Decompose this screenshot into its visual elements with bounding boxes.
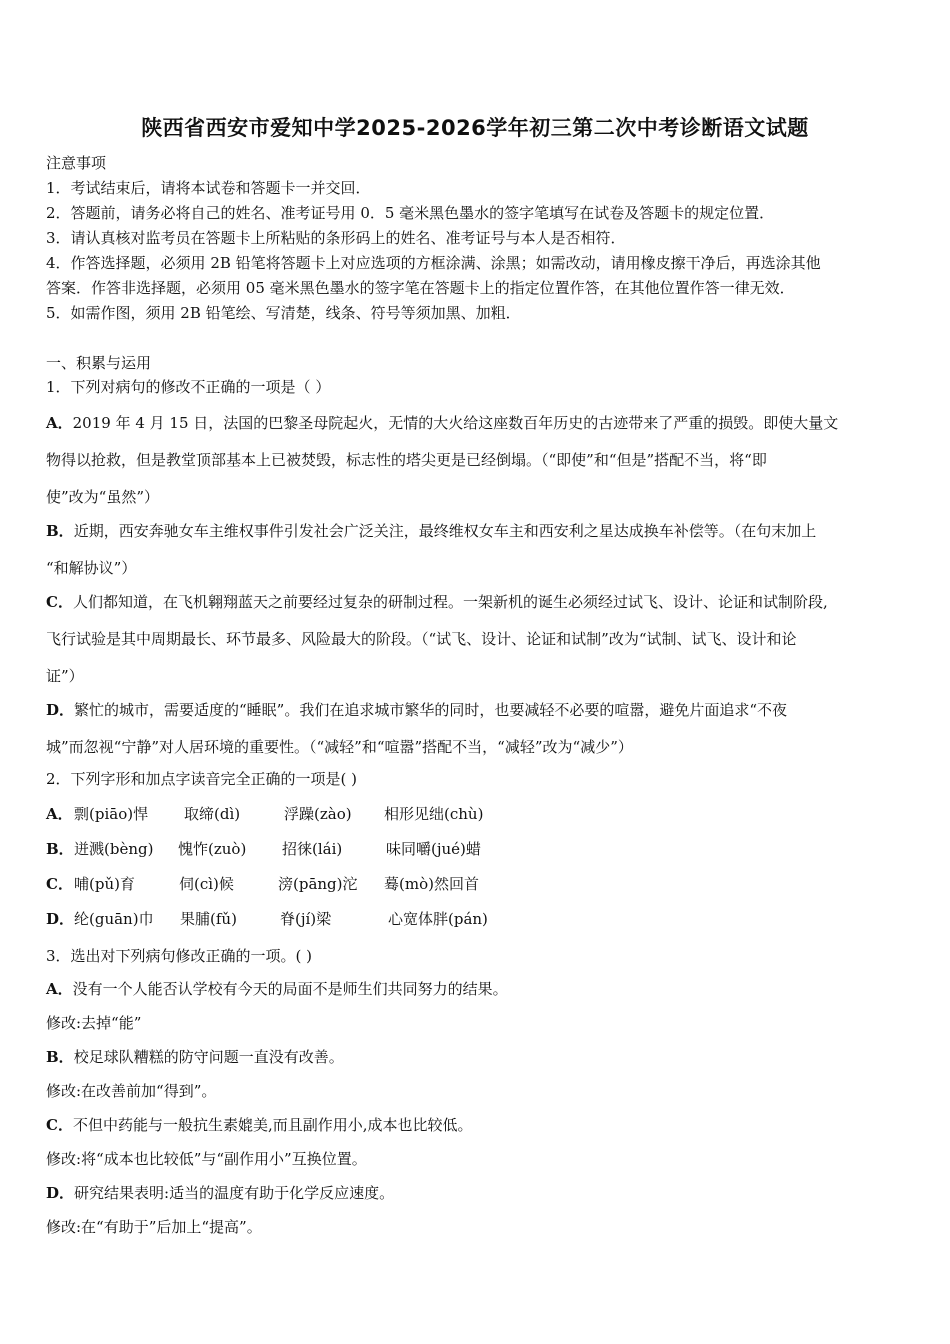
option-letter: C． xyxy=(46,1116,73,1134)
question-1-option-c xyxy=(46,591,828,612)
option-item: 果脯(fǔ) xyxy=(180,910,237,928)
section-heading: 一、积累与运用 xyxy=(46,354,152,372)
question-3-option-d xyxy=(46,1182,394,1203)
question-2-stem: 2．下列字形和加点字读音完全正确的一项是( ) xyxy=(46,770,358,788)
option-text: 校足球队糟糕的防守问题一直没有改善。 xyxy=(73,1048,344,1066)
notice-line: 3．请认真核对监考员在答题卡上所粘贴的条形码上的姓名、准考证号与本人是否相符． xyxy=(46,229,626,247)
question-3-option-a xyxy=(46,978,508,999)
option-letter: A． xyxy=(46,805,73,823)
option-item: 滂(pāng)沱 xyxy=(278,875,358,893)
option-letter: D． xyxy=(46,1184,75,1202)
notice-heading: 注意事项 xyxy=(46,154,107,172)
notice-line: 4．作答选择题，必须用 2B 铅笔将答题卡上对应选项的方框涂满、涂黑；如需改动，请用橡皮擦干净后，再选涂其他 xyxy=(46,254,821,272)
revision-note: 修改:在改善前加“得到”。 xyxy=(46,1082,217,1100)
option-text: 2019 年 4 月 15 日，法国的巴黎圣母院起火，无情的大火给这座数百年历史的古迹带来了严重的损毁。即使大量文 xyxy=(72,414,839,432)
option-letter: D． xyxy=(46,910,75,928)
notice-line: 答案．作答非选择题，必须用 05 毫米黑色墨水的签字笔在答题卡上的指定位置作答，在其他位置作答一律无效． xyxy=(46,279,795,297)
question-3-stem: 3．选出对下列病句修改正确的一项。( ) xyxy=(46,947,313,965)
option-text: 城”而忽视“宁静”对人居环境的重要性。（“减轻”和“喧嚣”搭配不当，“减轻”改为“减少”） xyxy=(46,738,633,756)
revision-note: 修改:在“有助于”后加上“提高”。 xyxy=(46,1218,262,1236)
option-item: 迸溅(bèng) xyxy=(74,840,154,858)
option-item: 取缔(dì) xyxy=(184,805,241,823)
option-item: 伺(cì)候 xyxy=(179,875,234,893)
option-item: 味同嚼(jué)蜡 xyxy=(386,840,481,858)
option-text: 研究结果表明:适当的温度有助于化学反应速度。 xyxy=(74,1184,395,1202)
revision-note: 修改:去掉“能” xyxy=(46,1014,142,1032)
option-item: 招徕(lái) xyxy=(282,840,343,858)
notice-line: 2．答题前，请务必将自己的姓名、准考证号用 0．5 毫米黑色墨水的签字笔填写在试卷及答题卡的规定位置． xyxy=(46,204,775,222)
option-item: 相形见绌(chù) xyxy=(384,805,484,823)
question-1-option-a xyxy=(46,412,838,433)
option-text: 使”改为“虽然”） xyxy=(46,488,160,506)
option-letter: D． xyxy=(46,701,75,719)
option-letter: C． xyxy=(46,875,73,893)
option-item: 纶(guān)巾 xyxy=(74,910,154,928)
notice-line: 5．如需作图，须用 2B 铅笔绘、写清楚，线条、符号等须加黑、加粗． xyxy=(46,304,521,322)
option-text: 飞行试验是其中周期最长、环节最多、风险最大的阶段。（“试飞、设计、论证和试制”改为“试制、试飞、设计和论 xyxy=(46,630,797,648)
question-1-stem: 1．下列对病句的修改不正确的一项是（ ） xyxy=(46,378,331,396)
question-1-option-d xyxy=(46,699,787,720)
option-text: 人们都知道，在飞机翱翔蓝天之前要经过复杂的研制过程。一架新机的诞生必须经过试飞、设计、论证和试制阶段, xyxy=(72,593,828,611)
revision-note: 修改:将“成本也比较低”与“副作用小”互换位置。 xyxy=(46,1150,367,1168)
option-letter: A． xyxy=(46,980,73,998)
option-letter: B． xyxy=(46,522,74,540)
option-item: 心宽体胖(pán) xyxy=(388,910,488,928)
option-item: 哺(pǔ)育 xyxy=(74,875,135,893)
option-text: 没有一个人能否认学校有今天的局面不是师生们共同努力的结果。 xyxy=(72,980,508,998)
question-3-option-b xyxy=(46,1046,344,1067)
option-text: 近期，西安奔驰女车主维权事件引发社会广泛关注，最终维权女车主和西安利之星达成换车补偿等。（在句末加上 xyxy=(73,522,817,540)
option-item: 剽(piāo)悍 xyxy=(74,805,149,823)
option-letter: C． xyxy=(46,593,73,611)
option-letter: A． xyxy=(46,414,73,432)
option-item: 愧怍(zuò) xyxy=(178,840,247,858)
option-letter: B． xyxy=(46,1048,74,1066)
option-item: 蓦(mò)然回首 xyxy=(384,875,479,893)
option-text: 证”） xyxy=(46,667,84,685)
option-text: 繁忙的城市，需要适度的“睡眠”。我们在追求城市繁华的同时，也要减轻不必要的喧嚣，避免片面追求“不夜 xyxy=(74,701,788,719)
option-text: 物得以抢救，但是教堂顶部基本上已被焚毁，标志性的塔尖更是已经倒塌。（“即使”和“但是”搭配不当，将“即 xyxy=(46,451,767,469)
option-item: 浮躁(zào) xyxy=(284,805,352,823)
page-title: 陕西省西安市爱知中学2025-2026学年初三第二次中考诊断语文试题 xyxy=(141,116,809,140)
question-1-option-b xyxy=(46,520,816,541)
option-item: 脊(jí)梁 xyxy=(280,910,332,928)
option-letter: B． xyxy=(46,840,74,858)
option-text: “和解协议”） xyxy=(46,559,137,577)
option-text: 不但中药能与一般抗生素媲美,而且副作用小,成本也比较低。 xyxy=(72,1116,473,1134)
question-3-option-c xyxy=(46,1114,473,1135)
notice-line: 1．考试结束后，请将本试卷和答题卡一并交回． xyxy=(46,179,371,197)
